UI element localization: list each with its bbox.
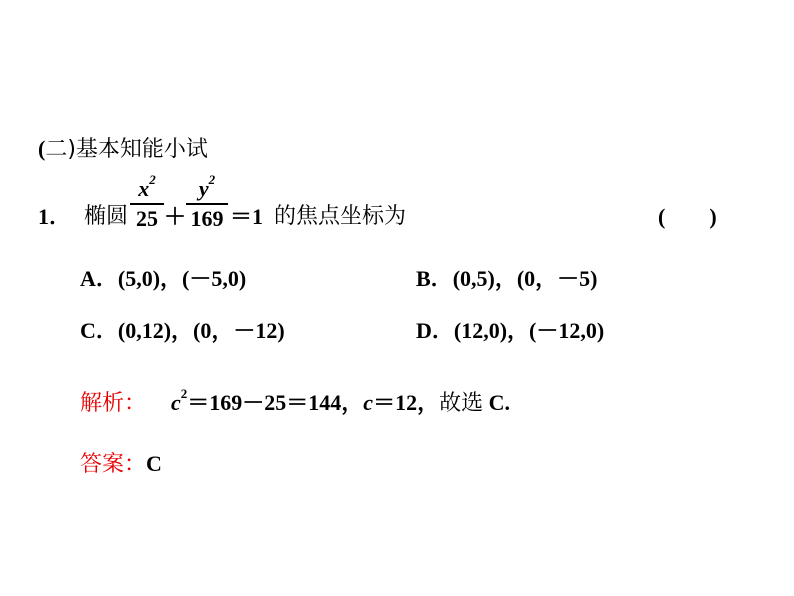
fraction-denominator: 25	[136, 205, 158, 231]
fraction-bar	[130, 203, 164, 205]
option-label: B．	[416, 266, 453, 291]
option-label: A．	[80, 266, 118, 291]
fraction-denominator: 169	[190, 205, 224, 231]
section-title	[38, 136, 208, 163]
solution-calculation: ＝169－25＝144，	[187, 390, 364, 415]
section-title-text: 二)基本知能小试	[45, 137, 208, 162]
solution-calculation-2: ＝12，	[373, 390, 440, 415]
option-text: (0,5)，(0，－5)	[452, 266, 598, 291]
answer-line	[80, 451, 162, 478]
solution-conclusion: 故选	[439, 391, 484, 416]
solution-conclusion-choice: C.	[483, 390, 510, 415]
fraction-numerator	[138, 171, 156, 202]
fraction-numerator	[198, 171, 216, 202]
question-suffix: 的焦点坐标为	[274, 204, 407, 229]
numerator-exponent: 2	[149, 171, 156, 187]
solution-line	[80, 385, 510, 417]
solution-c-exponent: 2	[180, 385, 188, 401]
numerator-exponent: 2	[208, 171, 216, 187]
equals-one: ＝1	[230, 204, 264, 229]
option-label: D．	[416, 318, 454, 343]
option-a	[80, 266, 246, 292]
numerator-variable: x	[138, 176, 150, 201]
question-prefix: 椭圆	[84, 204, 129, 229]
option-c	[80, 318, 285, 344]
option-text: (0,12)，(0，－12)	[117, 318, 285, 343]
question-number: 1．	[38, 204, 72, 229]
option-text: (5,0)，(－5,0)	[117, 266, 247, 291]
option-text: (12,0)，(－12,0)	[453, 318, 605, 343]
answer-label: 答案：	[80, 452, 147, 477]
answer-blank: ( )	[658, 204, 717, 229]
answer-value: C	[146, 451, 162, 476]
option-d	[416, 318, 604, 344]
section-title-paren: (	[38, 136, 46, 161]
fraction-x2-over-25	[130, 171, 164, 232]
option-label: C．	[80, 318, 118, 343]
fraction-y2-over-169	[186, 171, 228, 232]
fraction-bar	[186, 203, 228, 205]
plus-sign: ＋	[164, 204, 187, 229]
solution-c-variable: c	[171, 390, 181, 415]
numerator-variable: y	[198, 176, 209, 201]
solution-c-variable-2: c	[363, 390, 374, 415]
solution-label: 解析：	[80, 391, 147, 416]
option-b	[416, 266, 598, 292]
